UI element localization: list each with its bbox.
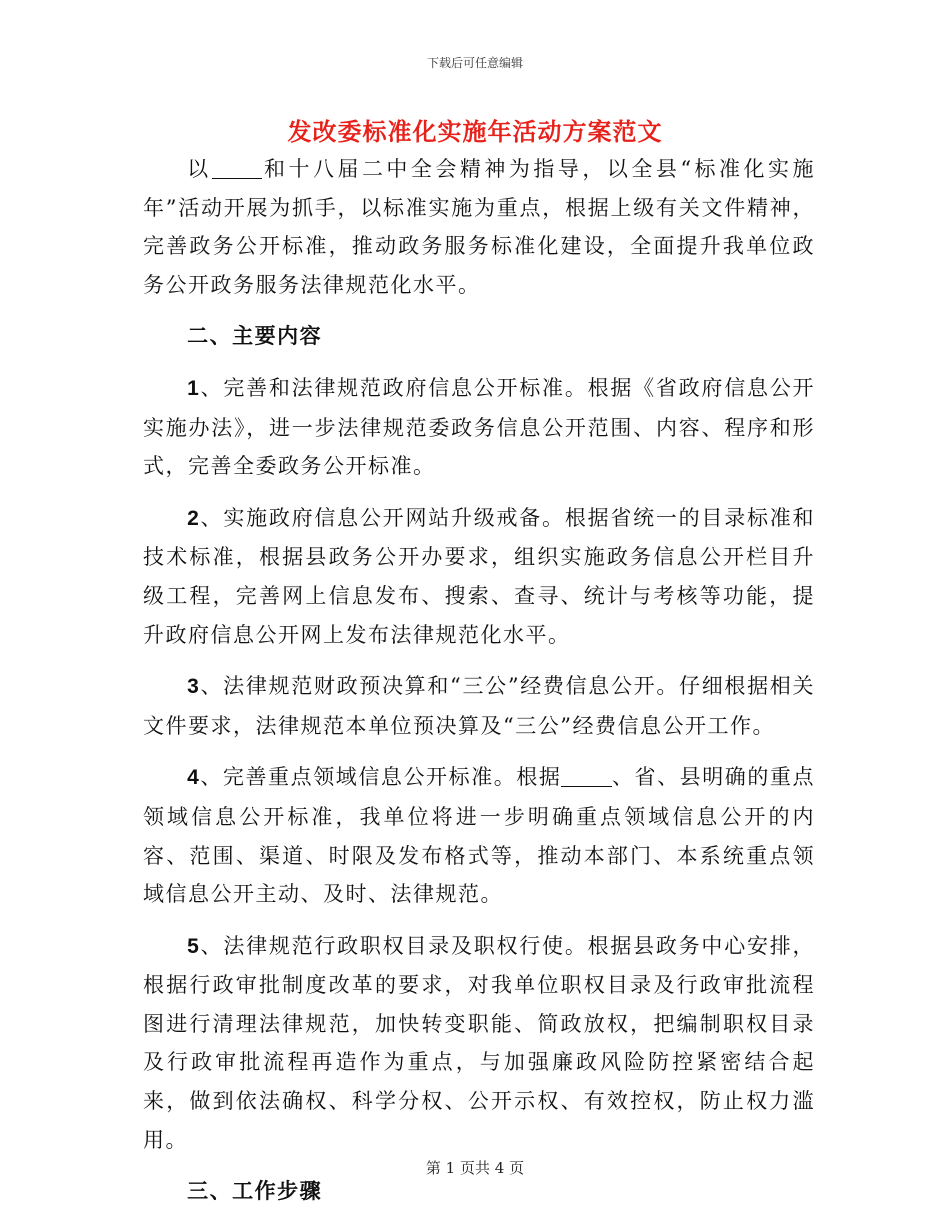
- section-heading-main-content: 二、主要内容: [187, 323, 323, 349]
- item-number: 4: [187, 766, 201, 790]
- list-item-1: [143, 369, 815, 486]
- item-text: 、法律规范行政职权目录及职权行使。根据县政务中心安排，根据行政审批制度改革的要求，对我单位职权目录及行政审批流程图进行清理法律规范，加快转变职能、简政放权，把编制职权目录及行政审批流程再造作为重点，与加强廉政风险防控紧密结合起来，做到依法确权、科学分权、公开示权、有效控权，防止权力滥用。: [143, 933, 815, 1152]
- page-header-note: 下载后可任意编辑: [426, 56, 523, 70]
- item-text: 、完善和法律规范政府信息公开标准。根据《省政府信息公开实施办法》，进一步法律规范委政务信息公开范围、内容、程序和形式，完善全委政务公开标准。: [143, 375, 815, 479]
- list-item-2: [143, 499, 815, 654]
- list-item-3: [143, 667, 815, 745]
- fill-in-blank: [212, 157, 262, 179]
- list-item-5: [143, 927, 815, 1160]
- list-item-4: [143, 758, 815, 913]
- item-number: 2: [187, 506, 201, 530]
- item-number: 5: [187, 934, 201, 958]
- intro-text-start: 以: [187, 157, 212, 181]
- fill-in-blank: [561, 765, 611, 787]
- item-text: 、法律规范财政预决算和“三公”经费信息公开。仔细根据相关文件要求，法律规范本单位预决算及“三公”经费信息公开工作。: [143, 674, 815, 738]
- intro-paragraph: [143, 150, 815, 304]
- intro-text-rest: 和十八届二中全会精神为指导，以全县“标准化实施年”活动开展为抓手，以标准实施为重点，根据上级有关文件精神，完善政务公开标准，推动政务服务标准化建设，全面提升我单位政务公开政务服务法律规范化水平。: [143, 157, 816, 297]
- page-number-footer: 第 1 页共 4 页: [425, 1159, 525, 1177]
- item-number: 3: [187, 675, 201, 699]
- item-text: 、实施政府信息公开网站升级戒备。根据省统一的目录标准和技术标准，根据县政务公开办要求，组织实施政务信息公开栏目升级工程，完善网上信息发布、搜索、查寻、统计与考核等功能，提升政府信息公开网上发布法律规范化水平。: [143, 505, 815, 647]
- item-text-start: 、完善重点领域信息公开标准。根据: [200, 765, 562, 790]
- item-number: 1: [187, 376, 201, 400]
- item-text-rest: 、省、县明确的重点领域信息公开标准，我单位将进一步明确重点领域信息公开的内容、范围、渠道、时限及发布格式等，推动本部门、本系统重点领域信息公开主动、及时、法律规范。: [143, 765, 816, 907]
- section-heading-work-steps: 三、工作步骤: [187, 1178, 323, 1204]
- document-title: 发改委标准化实施年活动方案范文: [287, 117, 663, 146]
- document-body: [143, 150, 815, 1224]
